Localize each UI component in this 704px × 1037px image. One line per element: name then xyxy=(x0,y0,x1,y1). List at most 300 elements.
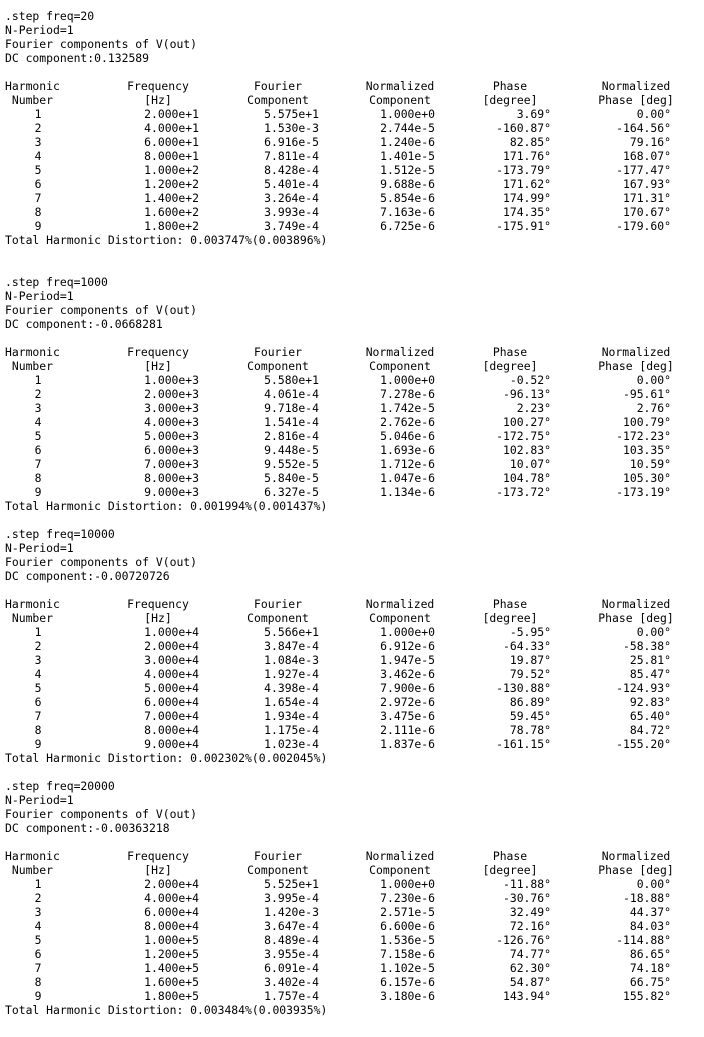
column-header: Component xyxy=(369,359,431,373)
table-row xyxy=(5,121,699,135)
normalized-phase-value: 167.93° xyxy=(622,177,671,191)
frequency-value: 1.000e+3 xyxy=(144,373,199,387)
phase-value: -130.88° xyxy=(496,681,551,695)
normalized-component-value: 9.688e-6 xyxy=(380,177,435,191)
frequency-value: 1.000e+2 xyxy=(144,163,199,177)
fourier-component-value: 5.401e-4 xyxy=(264,177,319,191)
harmonic-number: 2 xyxy=(34,121,42,135)
phase-value: 174.99° xyxy=(502,191,551,205)
normalized-phase-value: 168.07° xyxy=(622,149,671,163)
frequency-value: 6.000e+4 xyxy=(144,905,199,919)
column-header: Harmonic xyxy=(5,597,60,611)
table-header-row xyxy=(5,849,699,863)
normalized-phase-value: 85.47° xyxy=(629,667,671,681)
normalized-phase-value: -18.88° xyxy=(622,891,671,905)
column-header: Frequency xyxy=(127,849,189,863)
table-header-row xyxy=(5,359,699,373)
phase-value: 59.45° xyxy=(509,709,551,723)
column-header: Phase [deg] xyxy=(598,359,674,373)
dc-component-line: DC component:0.132589 xyxy=(5,51,150,65)
normalized-phase-value: 65.40° xyxy=(629,709,671,723)
frequency-value: 1.800e+2 xyxy=(144,219,199,233)
harmonic-number: 6 xyxy=(34,443,42,457)
table-header-row xyxy=(5,79,699,93)
frequency-value: 1.000e+5 xyxy=(144,933,199,947)
table-row xyxy=(5,205,699,219)
table-row xyxy=(5,485,699,499)
fourier-component-value: 1.530e-3 xyxy=(264,121,319,135)
harmonic-number: 6 xyxy=(34,947,42,961)
fourier-component-value: 6.916e-5 xyxy=(264,135,319,149)
harmonic-number: 9 xyxy=(34,485,42,499)
harmonic-number: 3 xyxy=(34,905,42,919)
normalized-phase-value: 92.83° xyxy=(629,695,671,709)
frequency-value: 1.800e+5 xyxy=(144,989,199,1003)
thd-line: Total Harmonic Distortion: 0.003484%(0.003935%) xyxy=(5,1003,328,1017)
normalized-phase-value: 100.79° xyxy=(622,415,671,429)
normalized-component-value: 5.046e-6 xyxy=(380,429,435,443)
frequency-value: 4.000e+4 xyxy=(144,891,199,905)
table-row xyxy=(5,107,699,121)
harmonic-number: 8 xyxy=(34,205,42,219)
phase-value: 78.78° xyxy=(509,723,551,737)
normalized-component-value: 1.742e-5 xyxy=(380,401,435,415)
column-header: [Hz] xyxy=(144,359,172,373)
column-header: [degree] xyxy=(482,93,538,107)
table-row xyxy=(5,135,699,149)
column-header: Number xyxy=(5,359,54,373)
dc-component-line: DC component:-0.00363218 xyxy=(5,821,170,835)
thd-line: Total Harmonic Distortion: 0.002302%(0.002045%) xyxy=(5,751,328,765)
column-header: Component xyxy=(369,611,431,625)
frequency-value: 6.000e+3 xyxy=(144,443,199,457)
normalized-phase-value: 25.81° xyxy=(629,653,671,667)
phase-value: -173.79° xyxy=(496,163,551,177)
harmonic-number: 4 xyxy=(34,667,42,681)
harmonic-number: 4 xyxy=(34,919,42,933)
fourier-component-value: 1.084e-3 xyxy=(264,653,319,667)
fourier-component-value: 3.264e-4 xyxy=(264,191,319,205)
phase-value: 100.27° xyxy=(502,415,551,429)
normalized-component-value: 1.000e+0 xyxy=(380,373,435,387)
fourier-component-value: 5.580e+1 xyxy=(264,373,319,387)
step-line: .step freq=20 xyxy=(5,9,95,23)
normalized-phase-value: 171.31° xyxy=(622,191,671,205)
frequency-value: 2.000e+4 xyxy=(144,639,199,653)
harmonic-number: 5 xyxy=(34,163,42,177)
normalized-component-value: 3.180e-6 xyxy=(380,989,435,1003)
fourier-title-line: Fourier components of V(out) xyxy=(5,555,198,569)
normalized-component-value: 7.230e-6 xyxy=(380,891,435,905)
thd-line: Total Harmonic Distortion: 0.001994%(0.001437%) xyxy=(5,499,328,513)
harmonic-number: 1 xyxy=(34,625,42,639)
blank-line xyxy=(5,331,699,345)
table-header-row xyxy=(5,611,699,625)
normalized-phase-value: 0.00° xyxy=(636,373,671,387)
normalized-component-value: 1.240e-6 xyxy=(380,135,435,149)
table-row xyxy=(5,667,699,681)
normalized-phase-value: -164.56° xyxy=(616,121,671,135)
phase-value: 10.07° xyxy=(509,457,551,471)
normalized-component-value: 1.512e-5 xyxy=(380,163,435,177)
normalized-component-value: 2.111e-6 xyxy=(380,723,435,737)
table-row xyxy=(5,219,699,233)
harmonic-number: 7 xyxy=(34,709,42,723)
harmonic-number: 1 xyxy=(34,373,42,387)
fourier-component-value: 9.718e-4 xyxy=(264,401,319,415)
harmonic-number: 9 xyxy=(34,989,42,1003)
phase-value: 143.94° xyxy=(502,989,551,1003)
fourier-component-value: 5.566e+1 xyxy=(264,625,319,639)
column-header: Normalized xyxy=(601,345,671,359)
table-row xyxy=(5,191,699,205)
normalized-phase-value: 84.72° xyxy=(629,723,671,737)
normalized-phase-value: 86.65° xyxy=(629,947,671,961)
normalized-component-value: 2.744e-5 xyxy=(380,121,435,135)
fourier-component-value: 1.934e-4 xyxy=(264,709,319,723)
normalized-component-value: 6.912e-6 xyxy=(380,639,435,653)
table-header-row xyxy=(5,345,699,359)
phase-value: -160.87° xyxy=(496,121,551,135)
frequency-value: 1.400e+5 xyxy=(144,961,199,975)
fourier-table xyxy=(5,79,699,233)
normalized-component-value: 7.158e-6 xyxy=(380,947,435,961)
column-header: Normalized xyxy=(365,849,435,863)
table-row xyxy=(5,961,699,975)
harmonic-number: 3 xyxy=(34,653,42,667)
normalized-phase-value: -155.20° xyxy=(616,737,671,751)
normalized-component-value: 1.401e-5 xyxy=(380,149,435,163)
normalized-component-value: 1.837e-6 xyxy=(380,737,435,751)
normalized-component-value: 7.900e-6 xyxy=(380,681,435,695)
column-header: [Hz] xyxy=(144,863,172,877)
normalized-component-value: 1.047e-6 xyxy=(380,471,435,485)
normalized-phase-value: -172.23° xyxy=(616,429,671,443)
frequency-value: 1.000e+4 xyxy=(144,625,199,639)
frequency-value: 6.000e+1 xyxy=(144,135,199,149)
frequency-value: 1.200e+2 xyxy=(144,177,199,191)
harmonic-number: 6 xyxy=(34,695,42,709)
normalized-phase-value: 105.30° xyxy=(622,471,671,485)
normalized-component-value: 1.102e-5 xyxy=(380,961,435,975)
normalized-phase-value: 170.67° xyxy=(622,205,671,219)
column-header: Normalized xyxy=(365,597,435,611)
normalized-component-value: 2.571e-5 xyxy=(380,905,435,919)
frequency-value: 4.000e+4 xyxy=(144,667,199,681)
normalized-component-value: 6.600e-6 xyxy=(380,919,435,933)
fourier-component-value: 4.061e-4 xyxy=(264,387,319,401)
blank-line xyxy=(5,835,699,849)
step-line: .step freq=1000 xyxy=(5,275,108,289)
column-header: Normalized xyxy=(601,849,671,863)
fourier-component-value: 5.840e-5 xyxy=(264,471,319,485)
fourier-component-value: 1.541e-4 xyxy=(264,415,319,429)
column-header: Phase xyxy=(492,597,528,611)
phase-value: 72.16° xyxy=(509,919,551,933)
frequency-value: 2.000e+1 xyxy=(144,107,199,121)
table-row xyxy=(5,387,699,401)
column-header: Phase [deg] xyxy=(598,611,674,625)
normalized-component-value: 2.972e-6 xyxy=(380,695,435,709)
column-header: Component xyxy=(369,93,431,107)
normalized-phase-value: 2.76° xyxy=(636,401,671,415)
column-header: [Hz] xyxy=(144,611,172,625)
normalized-component-value: 1.000e+0 xyxy=(380,877,435,891)
thd-line: Total Harmonic Distortion: 0.003747%(0.003896%) xyxy=(5,233,328,247)
frequency-value: 7.000e+3 xyxy=(144,457,199,471)
column-header: Phase xyxy=(492,849,528,863)
frequency-value: 1.200e+5 xyxy=(144,947,199,961)
fourier-title-line: Fourier components of V(out) xyxy=(5,807,198,821)
harmonic-number: 4 xyxy=(34,149,42,163)
table-row xyxy=(5,737,699,751)
fourier-step-block xyxy=(5,275,699,513)
frequency-value: 7.000e+4 xyxy=(144,709,199,723)
table-row xyxy=(5,471,699,485)
normalized-phase-value: 155.82° xyxy=(622,989,671,1003)
column-header: Frequency xyxy=(127,345,189,359)
harmonic-number: 9 xyxy=(34,219,42,233)
table-row xyxy=(5,639,699,653)
frequency-value: 2.000e+3 xyxy=(144,387,199,401)
normalized-phase-value: 74.18° xyxy=(629,961,671,975)
nperiod-line: N-Period=1 xyxy=(5,289,74,303)
harmonic-number: 7 xyxy=(34,961,42,975)
fourier-component-value: 8.428e-4 xyxy=(264,163,319,177)
table-row xyxy=(5,625,699,639)
table-header-row xyxy=(5,597,699,611)
step-line: .step freq=20000 xyxy=(5,779,115,793)
normalized-phase-value: -124.93° xyxy=(616,681,671,695)
fourier-component-value: 6.091e-4 xyxy=(264,961,319,975)
column-header: Fourier xyxy=(253,849,302,863)
frequency-value: 3.000e+3 xyxy=(144,401,199,415)
phase-value: 19.87° xyxy=(509,653,551,667)
phase-value: 74.77° xyxy=(509,947,551,961)
normalized-phase-value: 66.75° xyxy=(629,975,671,989)
harmonic-number: 5 xyxy=(34,429,42,443)
nperiod-line: N-Period=1 xyxy=(5,793,74,807)
table-row xyxy=(5,443,699,457)
column-header: Normalized xyxy=(365,79,435,93)
column-header: [Hz] xyxy=(144,93,172,107)
harmonic-number: 2 xyxy=(34,387,42,401)
nperiod-line: N-Period=1 xyxy=(5,23,74,37)
table-header-row xyxy=(5,93,699,107)
phase-value: 171.62° xyxy=(502,177,551,191)
frequency-value: 1.600e+2 xyxy=(144,205,199,219)
phase-value: 102.83° xyxy=(502,443,551,457)
nperiod-line: N-Period=1 xyxy=(5,541,74,555)
frequency-value: 2.000e+4 xyxy=(144,877,199,891)
phase-value: -30.76° xyxy=(502,891,551,905)
phase-value: -64.33° xyxy=(502,639,551,653)
frequency-value: 6.000e+4 xyxy=(144,695,199,709)
table-row xyxy=(5,401,699,415)
column-header: Component xyxy=(247,863,309,877)
table-row xyxy=(5,415,699,429)
frequency-value: 8.000e+3 xyxy=(144,471,199,485)
fourier-component-value: 3.995e-4 xyxy=(264,891,319,905)
harmonic-number: 7 xyxy=(34,457,42,471)
normalized-phase-value: 0.00° xyxy=(636,625,671,639)
column-header: [degree] xyxy=(482,863,538,877)
column-header: Phase [deg] xyxy=(598,93,674,107)
blank-line xyxy=(5,583,699,597)
harmonic-number: 8 xyxy=(34,471,42,485)
phase-value: -5.95° xyxy=(509,625,551,639)
column-header: Normalized xyxy=(601,597,671,611)
phase-value: 2.23° xyxy=(516,401,551,415)
column-header: Component xyxy=(247,359,309,373)
frequency-value: 1.600e+5 xyxy=(144,975,199,989)
fourier-step-block xyxy=(5,527,699,765)
normalized-component-value: 1.693e-6 xyxy=(380,443,435,457)
normalized-phase-value: -114.88° xyxy=(616,933,671,947)
table-row xyxy=(5,877,699,891)
frequency-value: 8.000e+4 xyxy=(144,723,199,737)
column-header: Harmonic xyxy=(5,849,60,863)
harmonic-number: 8 xyxy=(34,723,42,737)
normalized-phase-value: 10.59° xyxy=(629,457,671,471)
normalized-phase-value: -58.38° xyxy=(622,639,671,653)
frequency-value: 4.000e+3 xyxy=(144,415,199,429)
fourier-component-value: 3.647e-4 xyxy=(264,919,319,933)
fourier-step-block xyxy=(5,9,699,247)
phase-value: 3.69° xyxy=(516,107,551,121)
normalized-component-value: 3.475e-6 xyxy=(380,709,435,723)
phase-value: 171.76° xyxy=(502,149,551,163)
normalized-component-value: 6.157e-6 xyxy=(380,975,435,989)
normalized-component-value: 6.725e-6 xyxy=(380,219,435,233)
column-header: Harmonic xyxy=(5,345,60,359)
table-row xyxy=(5,891,699,905)
phase-value: 62.30° xyxy=(509,961,551,975)
step-line: .step freq=10000 xyxy=(5,527,115,541)
phase-value: 104.78° xyxy=(502,471,551,485)
column-header: Frequency xyxy=(127,79,189,93)
harmonic-number: 1 xyxy=(34,877,42,891)
table-row xyxy=(5,905,699,919)
frequency-value: 5.000e+4 xyxy=(144,681,199,695)
table-row xyxy=(5,919,699,933)
fourier-title-line: Fourier components of V(out) xyxy=(5,303,198,317)
fourier-component-value: 3.402e-4 xyxy=(264,975,319,989)
normalized-phase-value: 44.37° xyxy=(629,905,671,919)
frequency-value: 4.000e+1 xyxy=(144,121,199,135)
column-header: Normalized xyxy=(601,79,671,93)
table-row xyxy=(5,457,699,471)
column-header: Fourier xyxy=(253,345,302,359)
phase-value: -161.15° xyxy=(496,737,551,751)
normalized-phase-value: -177.47° xyxy=(616,163,671,177)
frequency-value: 9.000e+4 xyxy=(144,737,199,751)
normalized-component-value: 7.163e-6 xyxy=(380,205,435,219)
table-row xyxy=(5,723,699,737)
fourier-component-value: 1.420e-3 xyxy=(264,905,319,919)
normalized-phase-value: 103.35° xyxy=(622,443,671,457)
normalized-phase-value: -95.61° xyxy=(622,387,671,401)
fourier-component-value: 7.811e-4 xyxy=(264,149,319,163)
normalized-phase-value: -179.60° xyxy=(616,219,671,233)
column-header: Component xyxy=(369,863,431,877)
normalized-component-value: 1.000e+0 xyxy=(380,107,435,121)
fourier-component-value: 1.175e-4 xyxy=(264,723,319,737)
normalized-component-value: 3.462e-6 xyxy=(380,667,435,681)
phase-value: -0.52° xyxy=(509,373,551,387)
fourier-component-value: 9.448e-5 xyxy=(264,443,319,457)
normalized-component-value: 2.762e-6 xyxy=(380,415,435,429)
phase-value: -11.88° xyxy=(502,877,551,891)
column-header: Component xyxy=(247,93,309,107)
table-row xyxy=(5,695,699,709)
table-row xyxy=(5,989,699,1003)
fourier-component-value: 5.575e+1 xyxy=(264,107,319,121)
phase-value: 54.87° xyxy=(509,975,551,989)
fourier-component-value: 1.927e-4 xyxy=(264,667,319,681)
column-header: Phase xyxy=(492,79,528,93)
frequency-value: 3.000e+4 xyxy=(144,653,199,667)
phase-value: 32.49° xyxy=(509,905,551,919)
frequency-value: 5.000e+3 xyxy=(144,429,199,443)
normalized-phase-value: 79.16° xyxy=(629,135,671,149)
phase-value: 82.85° xyxy=(509,135,551,149)
frequency-value: 8.000e+4 xyxy=(144,919,199,933)
fourier-component-value: 1.654e-4 xyxy=(264,695,319,709)
harmonic-number: 6 xyxy=(34,177,42,191)
harmonic-number: 2 xyxy=(34,891,42,905)
fourier-component-value: 5.525e+1 xyxy=(264,877,319,891)
table-row xyxy=(5,933,699,947)
frequency-value: 9.000e+3 xyxy=(144,485,199,499)
phase-value: -126.76° xyxy=(496,933,551,947)
fourier-table xyxy=(5,597,699,751)
phase-value: 79.52° xyxy=(509,667,551,681)
fourier-table xyxy=(5,849,699,1003)
column-header: Fourier xyxy=(253,597,302,611)
blank-line xyxy=(5,65,699,79)
harmonic-number: 9 xyxy=(34,737,42,751)
phase-value: -172.75° xyxy=(496,429,551,443)
phase-value: 86.89° xyxy=(509,695,551,709)
fourier-component-value: 3.993e-4 xyxy=(264,205,319,219)
phase-value: 174.35° xyxy=(502,205,551,219)
fourier-table xyxy=(5,345,699,499)
table-row xyxy=(5,429,699,443)
column-header: Number xyxy=(5,611,54,625)
table-row xyxy=(5,177,699,191)
column-header: Phase xyxy=(492,345,528,359)
phase-value: -173.72° xyxy=(496,485,551,499)
dc-component-line: DC component:-0.0668281 xyxy=(5,317,163,331)
dc-component-line: DC component:-0.00720726 xyxy=(5,569,170,583)
column-header: [degree] xyxy=(482,359,538,373)
harmonic-number: 7 xyxy=(34,191,42,205)
fourier-step-block xyxy=(5,779,699,1017)
harmonic-number: 3 xyxy=(34,135,42,149)
normalized-component-value: 1.536e-5 xyxy=(380,933,435,947)
fourier-component-value: 3.847e-4 xyxy=(264,639,319,653)
table-header-row xyxy=(5,863,699,877)
table-row xyxy=(5,149,699,163)
column-header: Number xyxy=(5,93,54,107)
fourier-component-value: 1.757e-4 xyxy=(264,989,319,1003)
column-header: [degree] xyxy=(482,611,538,625)
fourier-component-value: 1.023e-4 xyxy=(264,737,319,751)
normalized-component-value: 1.000e+0 xyxy=(380,625,435,639)
normalized-component-value: 1.134e-6 xyxy=(380,485,435,499)
harmonic-number: 3 xyxy=(34,401,42,415)
